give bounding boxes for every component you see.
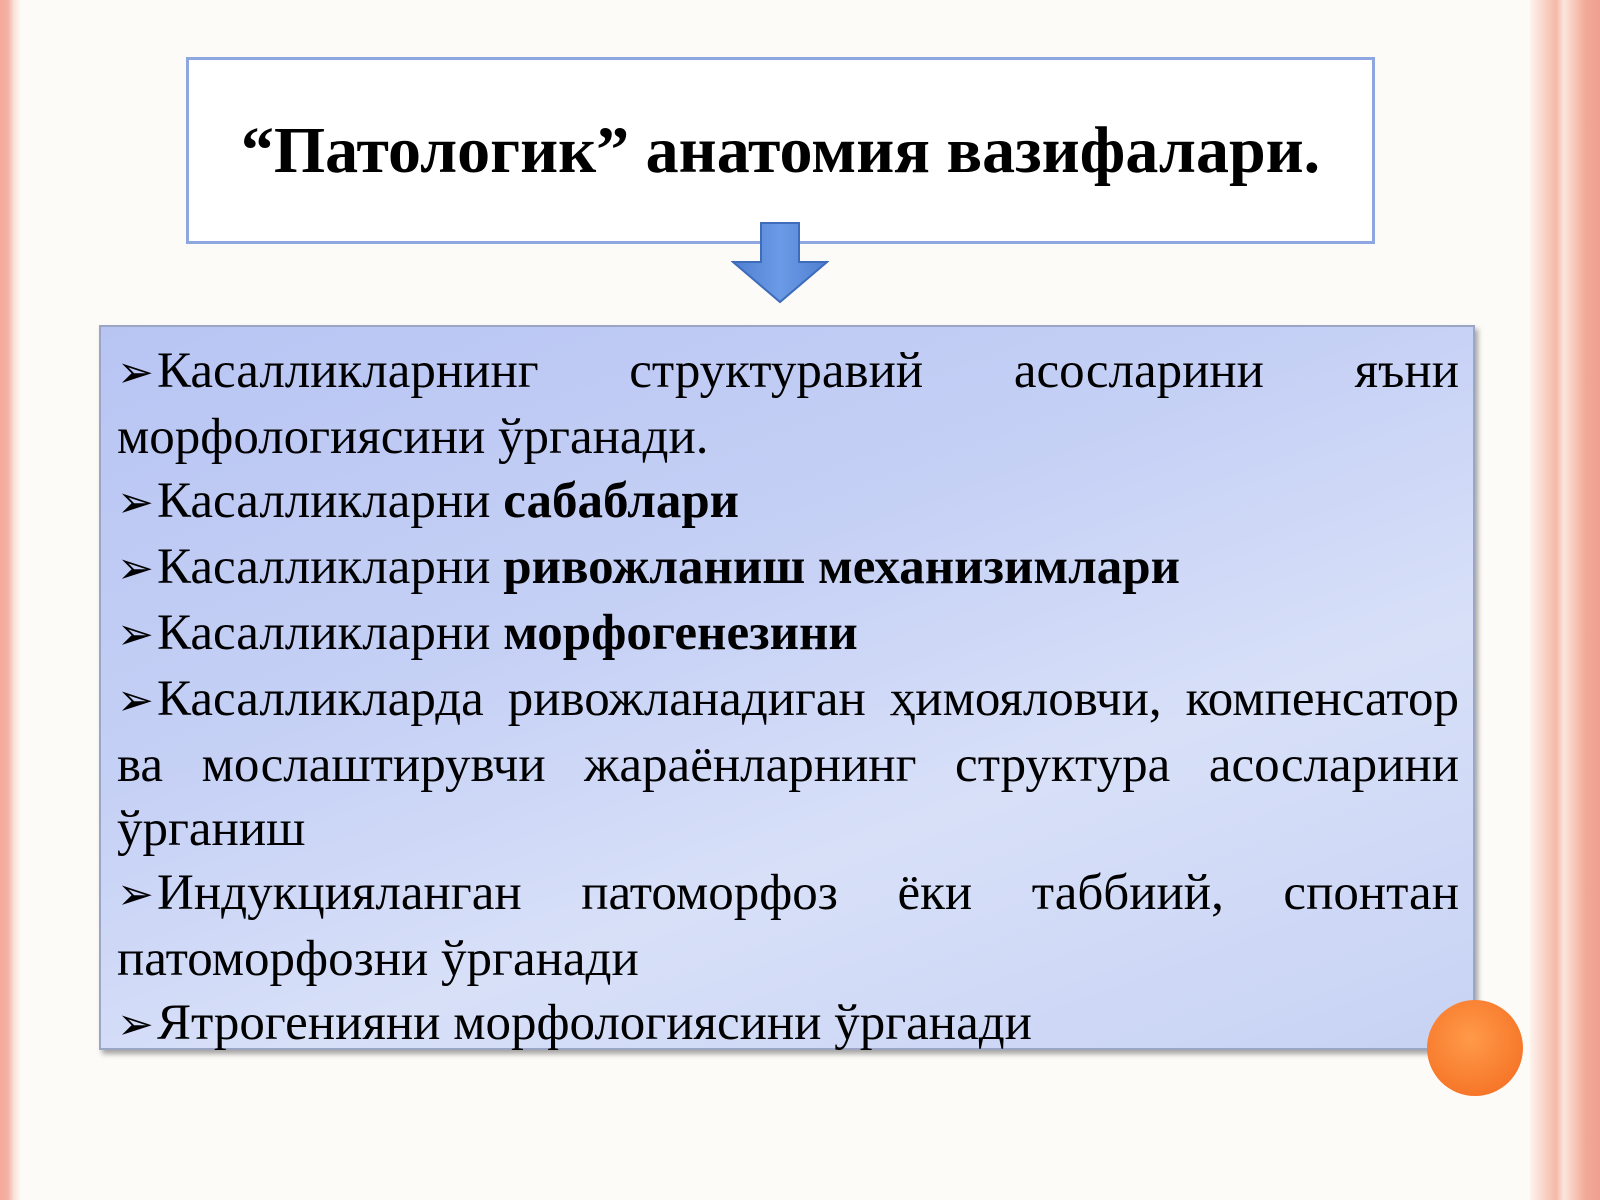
arrowhead-bullet-icon: ➢ bbox=[117, 610, 154, 659]
bullet-list bbox=[117, 339, 1459, 1057]
bullet-bold-text: сабаблари bbox=[503, 473, 740, 529]
arrowhead-bullet-icon: ➢ bbox=[117, 1000, 154, 1049]
arrowhead-bullet-icon: ➢ bbox=[117, 544, 154, 593]
list-item bbox=[117, 991, 1459, 1057]
bullet-text: Ятрогенияни морфологиясини ўрганади bbox=[157, 995, 1032, 1051]
left-decorative-border bbox=[0, 0, 20, 1200]
down-arrow-icon bbox=[731, 222, 829, 304]
slide-title: “Патологик” анатомия вазифалари. bbox=[240, 113, 1321, 187]
bullet-bold-text: ривожланиш механизимлари bbox=[503, 539, 1180, 595]
content-box bbox=[99, 325, 1475, 1050]
list-item bbox=[117, 469, 1459, 535]
list-item bbox=[117, 339, 1459, 469]
title-box bbox=[186, 57, 1375, 244]
arrowhead-bullet-icon: ➢ bbox=[117, 676, 154, 725]
list-item bbox=[117, 667, 1459, 861]
list-item bbox=[117, 861, 1459, 991]
arrowhead-bullet-icon: ➢ bbox=[117, 870, 154, 919]
list-item bbox=[117, 601, 1459, 667]
bullet-text: Касалликларни bbox=[157, 539, 504, 595]
bullet-text: Индукцияланган патоморфоз ёки таббиий, спонтан патоморфозни ўрганади bbox=[117, 865, 1459, 987]
right-decorative-border bbox=[1530, 0, 1600, 1200]
bullet-text: Касалликларда ривожланадиган ҳимояловчи, компенсатор ва мослаштирувчи жараёнларнинг структура асосларини ўрганиш bbox=[117, 671, 1459, 857]
decorative-orange-circle bbox=[1427, 1000, 1523, 1096]
arrowhead-bullet-icon: ➢ bbox=[117, 348, 154, 397]
arrowhead-bullet-icon: ➢ bbox=[117, 478, 154, 527]
bullet-bold-text: морфогенезини bbox=[503, 605, 858, 661]
bullet-text: Касалликларнинг структуравий асосларини яъни морфологиясини ўрганади. bbox=[117, 343, 1459, 465]
bullet-text: Касалликларни bbox=[157, 473, 504, 529]
list-item bbox=[117, 535, 1459, 601]
bullet-text: Касалликларни bbox=[157, 605, 504, 661]
